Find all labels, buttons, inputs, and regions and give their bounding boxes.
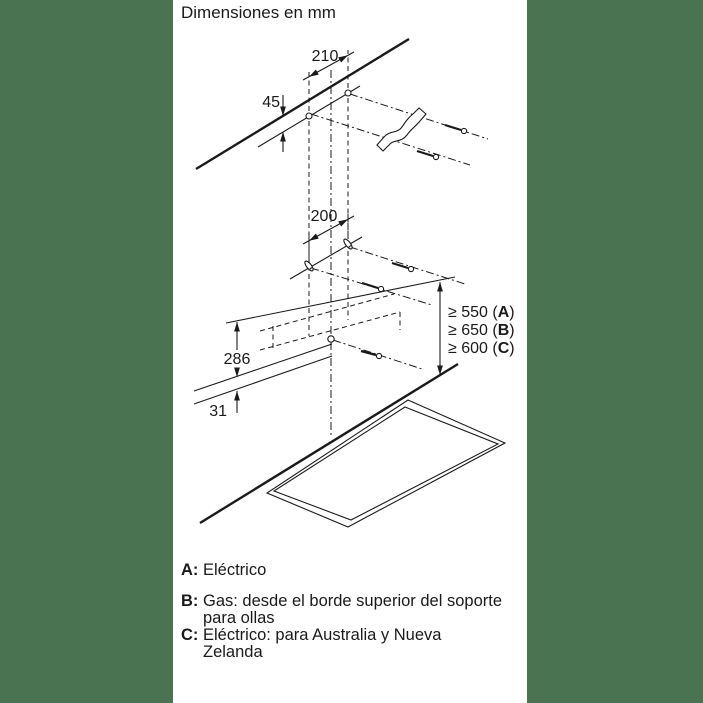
screw-icon	[361, 351, 382, 359]
dim-200	[303, 208, 354, 258]
dim-31	[209, 391, 240, 420]
dim-210-label: 210	[311, 48, 339, 65]
hanging-hook-icons	[303, 238, 353, 272]
legend-item-a	[181, 562, 266, 579]
screw-icon	[445, 125, 467, 134]
clearance-label-c: ≥ 600 (C)	[448, 340, 515, 357]
legend-text: Eléctrico: para Australia y Nueva	[203, 626, 442, 644]
floor-edge-line	[200, 364, 458, 523]
screw-icon	[362, 283, 384, 292]
legend-key: C:	[181, 626, 199, 644]
legend-item-b	[181, 593, 502, 627]
dim-200-label: 200	[310, 208, 338, 225]
hook-line	[290, 237, 362, 279]
dim-45	[262, 94, 286, 152]
dim-clearance	[437, 282, 514, 375]
dim-210	[303, 48, 354, 111]
page-title: Dimensiones en mm	[181, 3, 336, 22]
legend-text: para ollas	[203, 609, 275, 627]
legend-key: A:	[181, 561, 199, 579]
mounting-bracket-icon	[377, 108, 426, 151]
clearance-label-a: ≥ 550 (A)	[448, 304, 515, 321]
wall-top-edge-line	[196, 39, 409, 169]
legend-text: Gas: desde el borde superior del soporte	[203, 592, 503, 610]
hob-outline	[267, 400, 505, 527]
screw-icon	[417, 151, 439, 160]
dim-286	[224, 322, 251, 377]
legend-key: B:	[181, 592, 199, 610]
legend-item-c	[181, 627, 441, 661]
hood-bottom-lip-lines	[194, 344, 332, 404]
dim-286-label: 286	[223, 351, 251, 368]
dim-45-label: 45	[262, 94, 280, 111]
legend-text: Eléctrico	[203, 561, 267, 579]
legend-text: Zelanda	[203, 643, 263, 661]
clearance-label-b: ≥ 650 (B)	[448, 322, 515, 339]
hood-top-edge-line	[226, 277, 455, 323]
dim-31-label: 31	[209, 403, 227, 420]
